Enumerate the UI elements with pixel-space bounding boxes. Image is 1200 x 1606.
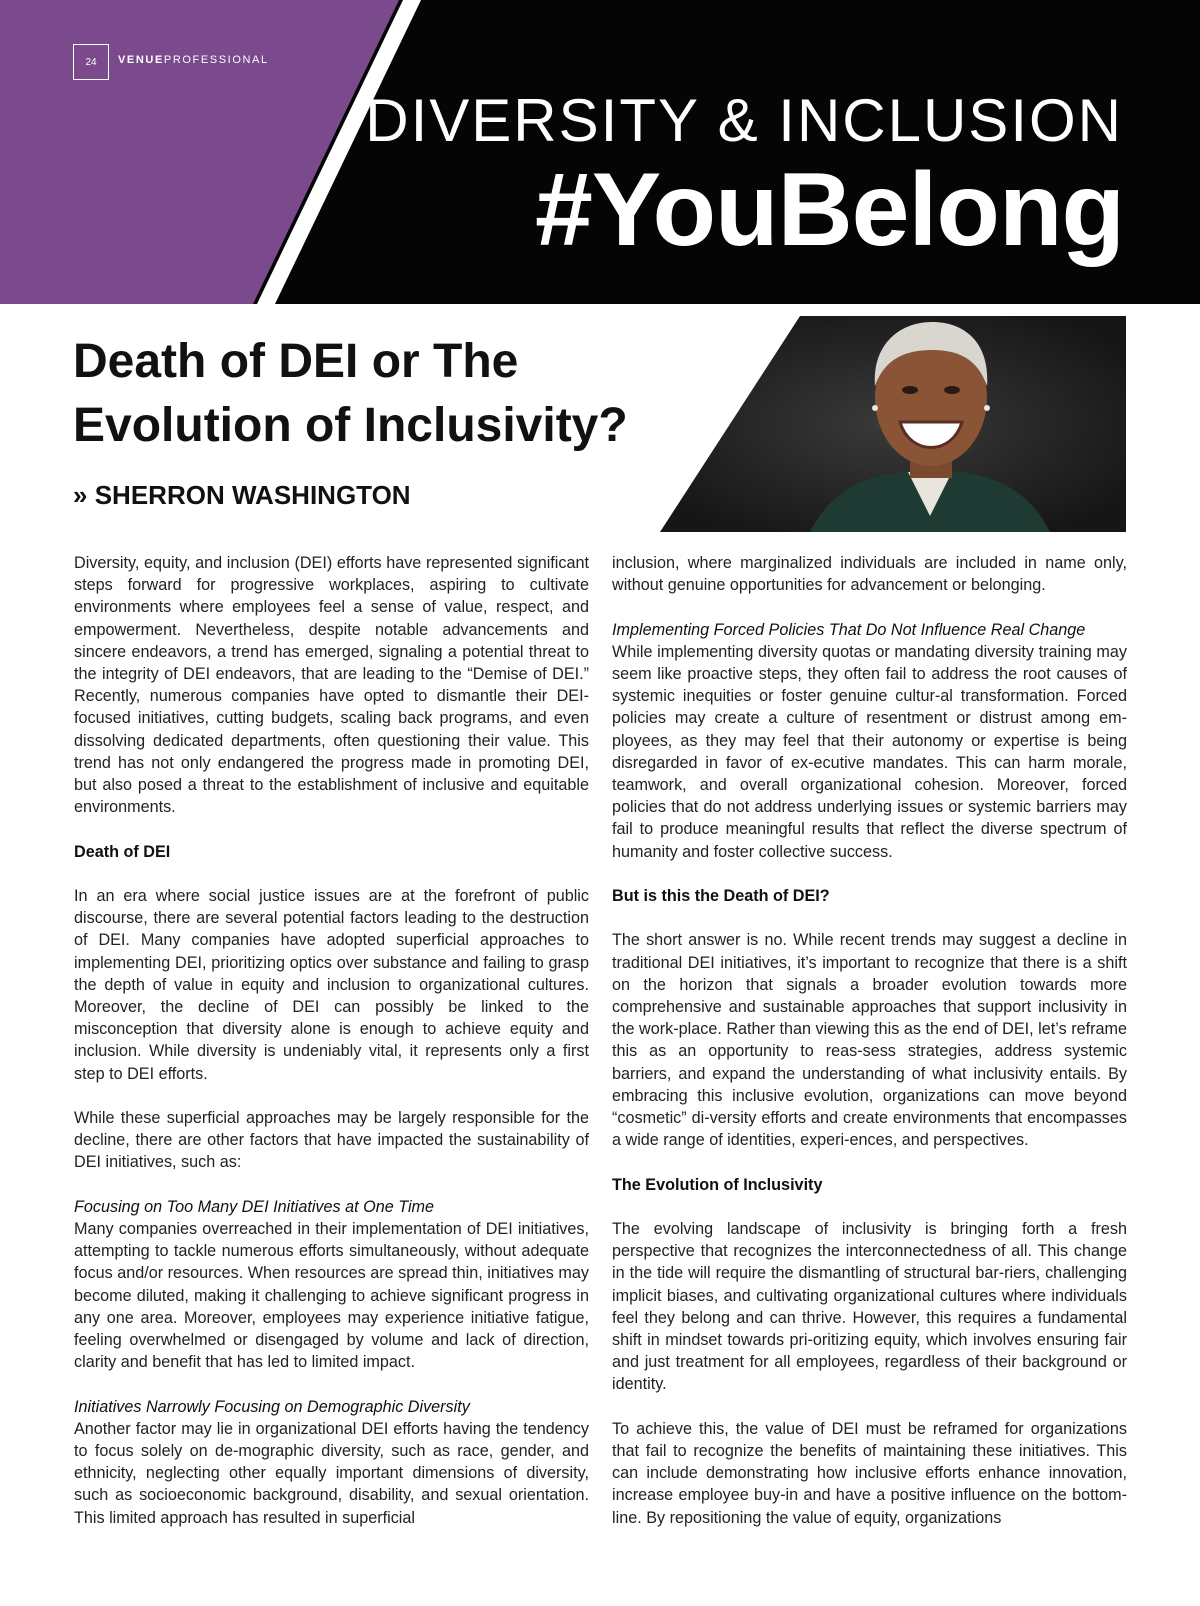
article-title: Death of DEI or The Evolution of Inclusivity?: [73, 335, 628, 452]
paragraph: The evolving landscape of inclusivity is bringing forth a fresh perspective that recognizes the interconnectedness of all. This change in the tide will require the dismantling of structural bar-riers, challenging implicit biases, and cultivating organizational cultures where individuals feel they belong and can thrive. However, this requires a fundamental shift in mindset towards pri-oritizing equity, which involves ensuring fair and just treatment for all employees, regardless of their background or identity.: [612, 1220, 1127, 1394]
author-name: SHERRON WASHINGTON: [94, 480, 411, 510]
hashtag-title: #YouBelong: [535, 152, 1124, 268]
header-banner: [0, 0, 1200, 304]
paragraph: To achieve this, the value of DEI must be reframed for organizations that fail to recognize the benefits of maintaining these initiatives. This can include demonstrating how inclusive efforts enhance innovation, increase employee buy-in and have a positive influence on the bottom-line. By repositioning the value of equity, organizations: [612, 1419, 1127, 1527]
subsection-heading: Implementing Forced Policies That Do Not Influence Real Change: [612, 620, 1086, 639]
paragraph: While implementing diversity quotas or mandating diversity training may seem like proactive steps, they often fail to address the root causes of systemic inequities or foster genuine cultur-al transformation. Forced policies may create a culture of resentment or distrust among em-ployees, as they may feel that their autonomy or expertise is being disregarded in favor of ex-ecutive mandates. This can harm morale, teamwork, and overall organizational cohesion. Moreover, forced policies that do not address underlying issues or systemic barriers may fail to produce meaningful results that reflect the diverse spectrum of humanity and foster collective success.: [612, 642, 1127, 861]
byline-chevron-icon: »: [73, 480, 88, 510]
magazine-name-light: PROFESSIONAL: [163, 54, 269, 66]
page-number: 24: [73, 44, 109, 80]
paragraph: Diversity, equity, and inclusion (DEI) efforts have represented significant steps forward for progressive workplaces, aspiring to cultivate environments where employees feel a sense of value, respect, and empowerment. Nevertheless, despite notable advancements and sincere endeavors, a trend has emerged, signaling a potential threat to the integrity of DEI endeavors, that are leading to the “Demise of DEI.” Recently, numerous companies have opted to dismantle their DEI-focused initiatives, cutting budgets, scaling back programs, and even dissolving dedicated departments, often questioning their value. This trend has not only endangered the progress made in promoting DEI, but also posed a threat to the establishment of inclusive and equitable environments.: [74, 554, 589, 817]
subsection: [612, 619, 1127, 863]
section-heading: But is this the Death of DEI?: [612, 887, 830, 906]
paragraph: In an era where social justice issues are at the forefront of public discourse, there are several potential factors leading to the destruction of DEI. Many companies have adopted superficial approaches to implementing DEI, prioritizing optics over substance and failing to grasp the depth of value in equity and inclusion to organizational cultures. Moreover, the decline of DEI can possibly be linked to the misconception that diversity alone is enough to achieve equity and inclusion. While diversity is undeniably vital, it represents only a first step to DEI efforts.: [74, 887, 589, 1083]
right-column: [612, 552, 1127, 1551]
subsection-heading: Initiatives Narrowly Focusing on Demographic Diversity: [74, 1397, 470, 1416]
subsection: [74, 1196, 589, 1374]
paragraph: inclusion, where marginalized individuals are included in name only, without genuine opportunities for advancement or belonging.: [612, 554, 1127, 595]
subsection: [74, 1396, 589, 1529]
paragraph: While these superficial approaches may be largely responsible for the decline, there are other factors that have impacted the sustainability of DEI initiatives, such as:: [74, 1109, 589, 1172]
section-heading: Death of DEI: [74, 842, 171, 861]
left-column: [74, 552, 589, 1551]
magazine-name-bold: VENUE: [118, 54, 164, 66]
paragraph: The short answer is no. While recent trends may suggest a decline in traditional DEI initiatives, it’s important to recognize that there is a shift on the horizon that signals a broader evolution towards more comprehensive and sustainable approaches that support inclusivity in the work-place. Rather than viewing this as the end of DEI, let’s reframe this as an opportunity to reas-sess strategies, address systemic barriers, and expand the understanding of what inclusivity entails. By embracing this inclusive evolution, organizations can move beyond “cosmetic” di-versity efforts and create environments that encompasses a wide range of identities, experi-ences, and perspectives.: [612, 931, 1127, 1150]
paragraph: Another factor may lie in organizational DEI efforts having the tendency to focus solely on de-mographic diversity, such as race, gender, and ethnicity, neglecting other equally important dimensions of diversity, such as socioeconomic background, disability, and sexual orientation. This limited approach has resulted in superficial: [74, 1419, 589, 1527]
paragraph: Many companies overreached in their implementation of DEI initiatives, attempting to tackle numerous efforts simultaneously, without adequate focus and/or resources. When resources are spread thin, initiatives may become diluted, making it challenging to achieve significant progress in any one area. Moreover, employees may experience initiative fatigue, feeling overwhelmed or disengaged by volume and lack of direction, clarity and benefit that has led to limited impact.: [74, 1220, 589, 1372]
section-heading: The Evolution of Inclusivity: [612, 1175, 823, 1194]
author-photo: [660, 316, 1126, 532]
subsection-heading: Focusing on Too Many DEI Initiatives at One Time: [74, 1197, 435, 1216]
magazine-name: [118, 54, 269, 66]
section-title: DIVERSITY & INCLUSION: [365, 87, 1123, 154]
byline: [73, 480, 411, 511]
